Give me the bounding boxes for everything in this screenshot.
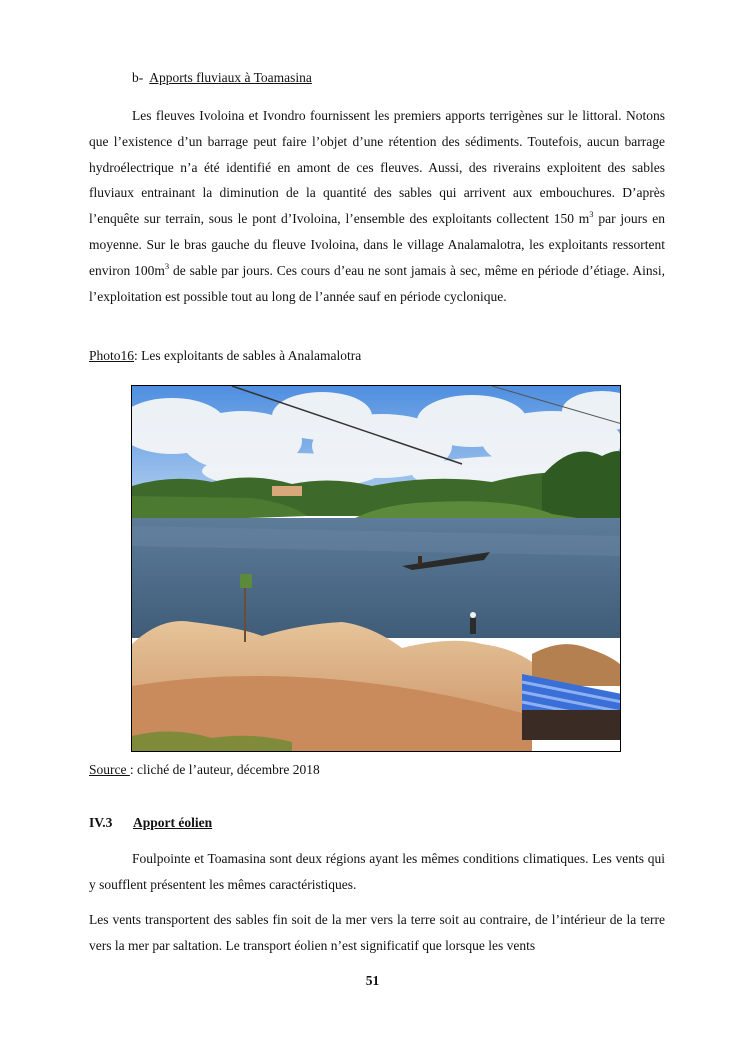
- photo-caption: [89, 348, 361, 364]
- worker-head: [470, 612, 476, 618]
- photo-source-label: Source: [89, 762, 130, 777]
- boatman: [418, 556, 422, 566]
- paragraph-fluvial-part2: par jours en moyenne. Sur le bras gauche du fleuve Ivoloina, dans le village Analamalotra, les exploitants ressortent environ 100m: [89, 211, 666, 278]
- superscript-m3-second: 3: [164, 260, 170, 271]
- superscript-m3-first: 3: [589, 209, 594, 220]
- subsection-prefix: b-: [132, 70, 144, 85]
- subsection-title: Apports fluviaux à Toamasina: [149, 70, 312, 85]
- photo-source-text: : cliché de l’auteur, décembre 2018: [129, 762, 320, 777]
- paragraph-climate-text: Foulpointe et Toamasina sont deux régions ayant les mêmes conditions climatiques. Les vents qui y soufflent présentent les mêmes caractéristiques.: [89, 851, 665, 892]
- paragraph-fluvial: [89, 103, 665, 309]
- sandpit-far: [272, 486, 302, 496]
- paragraph-fluvial-part3: de sable par jours. Ces cours d’eau ne sont jamais à sec, même en période d’étiage. Ainsi, l’exploitation est possible tout au long de l’année sauf en période cyclonique.: [89, 262, 665, 304]
- paragraph-climate: [89, 846, 665, 898]
- subsection-heading: [132, 70, 312, 86]
- paragraph-wind-text: Les vents transportent des sables fin soit de la mer vers la terre soit au contraire, de l’intérieur de la terre vers la mer par saltation. Le transport éolien n’est significatif que lorsque les vents: [89, 912, 665, 953]
- section-heading: [89, 815, 212, 831]
- small-tree: [240, 574, 252, 588]
- paragraph-wind: [89, 907, 665, 959]
- paragraph-fluvial-part1: Les fleuves Ivoloina et Ivondro fournissent les premiers apports terrigènes sur le littoral. Notons que l’existence d’un barrage peut faire l’objet d’une rétention des sédiments. Toutefois, aucun barrage hydroélectrique n’a été identifié en amont de ces fleuves. Aussi, des riverains exploitent des sables fluviaux entrainant la diminution de la quantité des sables qui arrivent aux embouchures. D’après l’enquête sur terrain, sous le pont d’Ivoloina, l’ensemble des exploitants collectent 150 m: [89, 108, 665, 227]
- stick: [244, 582, 246, 642]
- worker: [470, 618, 476, 634]
- photo-sand-exploitation: [131, 385, 621, 752]
- page-number: 51: [365, 973, 380, 988]
- photo-caption-text: : Les exploitants de sables à Analamalotra: [134, 348, 362, 363]
- photo-source: [89, 762, 320, 778]
- photo-illustration: [132, 386, 621, 752]
- section-title: Apport éolien: [133, 815, 213, 830]
- photo-caption-label: Photo16: [89, 348, 135, 363]
- section-number: IV.3: [89, 815, 113, 830]
